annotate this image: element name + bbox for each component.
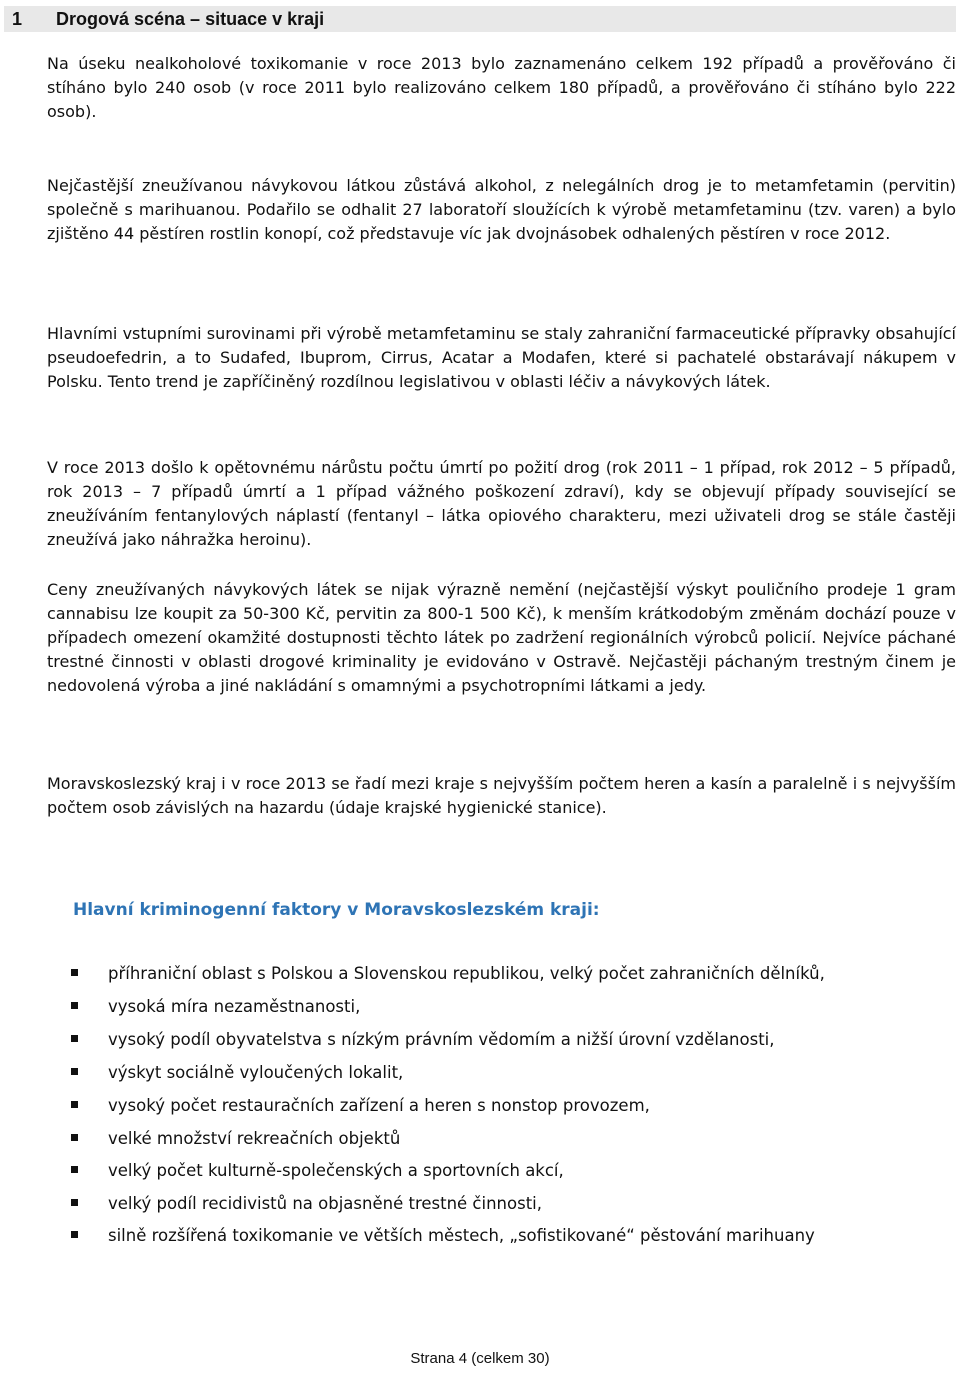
- bullet-square-icon: [71, 1199, 78, 1206]
- bullet-square-icon: [71, 969, 78, 976]
- page-footer: Strana 4 (celkem 30): [410, 1350, 550, 1367]
- list-item: vysoká míra nezaměstnanosti,: [0, 995, 960, 1019]
- bullet-square-icon: [71, 1002, 78, 1009]
- bullet-square-icon: [71, 1068, 78, 1075]
- paragraph-precursors: Hlavními vstupními surovinami při výrobě metamfetaminu se staly zahraniční farmaceutické přípravky obsahující pseudoefedrin, a to Sudafed, Ibuprom, Cirrus, Acatar a Modafen, které si pachatelé obstarávají nákupem v Polsku. Tento trend je zapříčiněný rozdílnou legislativou v oblasti léčiv a návykových látek.: [47, 324, 956, 391]
- list-item: výskyt sociálně vyloučených lokalit,: [0, 1061, 960, 1085]
- paragraph-substances: Nejčastější zneužívanou návykovou látkou zůstává alkohol, z nelegálních drog je to metamfetamin (pervitin) společně s marihuanou. Podařilo se odhalit 27 laboratoří sloužících k výrobě metamfetaminu (tzv. varen) a bylo zjištěno 44 pěstíren rostlin konopí, což představuje víc jak dvojnásobek odhalených pěstíren v roce 2012.: [47, 176, 956, 243]
- list-item: velké množství rekreačních objektů: [0, 1127, 960, 1151]
- section-number: 1: [12, 9, 23, 29]
- bullet-square-icon: [71, 1035, 78, 1042]
- section-title: Drogová scéna – situace v kraji: [56, 9, 325, 29]
- bullet-square-icon: [71, 1134, 78, 1141]
- list-item: velký podíl recidivistů na objasněné trestné činnosti,: [0, 1192, 960, 1216]
- paragraph-gambling: Moravskoslezský kraj i v roce 2013 se řadí mezi kraje s nejvyšším počtem heren a kasín a paralelně i s nejvyšším počtem osob závislých na hazardu (údaje krajské hygienické stanice).: [47, 774, 956, 817]
- paragraph-prices: Ceny zneužívaných návykových látek se nijak výrazně nemění (nejčastější výskyt pouličního prodeje 1 gram cannabisu lze koupit za 50-300 Kč, pervitin za 800-1 500 Kč), k menším krátkodobým změnám dochází pouze v případech omezení okamžité dostupnosti těchto látek po zadržení regionálních výrobců policií. Nejvíce páchané trestné činnosti v oblasti drogové kriminality je evidováno v Ostravě. Nejčastěji páchaným trestným činem je nedovolená výroba a jiné nakládání s omamnými a psychotropními látkami a jedy.: [47, 580, 956, 695]
- list-item: příhraniční oblast s Polskou a Slovenskou republikou, velký počet zahraničních dělníků,: [0, 962, 960, 986]
- paragraph-cases: Na úseku nealkoholové toxikomanie v roce 2013 bylo zaznamenáno celkem 192 případů a prověřováno či stíháno bylo 240 osob (v roce 2011 bylo realizováno celkem 180 případů, a prověřováno či stíháno bylo 222 osob).: [47, 54, 956, 121]
- list-item: vysoký podíl obyvatelstva s nízkým právním vědomím a nižší úrovní vzdělanosti,: [0, 1028, 960, 1052]
- factors-heading: Hlavní kriminogenní faktory v Moravskoslezském kraji:: [73, 900, 600, 920]
- section-heading: [4, 6, 956, 32]
- list-item: velký počet kulturně-společenských a sportovních akcí,: [0, 1159, 960, 1183]
- bullet-square-icon: [71, 1101, 78, 1108]
- paragraph-deaths: V roce 2013 došlo k opětovnému nárůstu počtu úmrtí po požití drog (rok 2011 – 1 případ, rok 2012 – 5 případů, rok 2013 – 7 případů úmrtí a 1 případ vážného poškození zdraví), kdy se objevují případy související se zneužíváním fentanylových náplastí (fentanyl – látka opiového charakteru, mezi uživateli drog se stále častěji zneužívá jako náhražka heroinu).: [47, 458, 956, 549]
- bullet-square-icon: [71, 1231, 78, 1238]
- list-item: vysoký počet restauračních zařízení a heren s nonstop provozem,: [0, 1094, 960, 1118]
- bullet-square-icon: [71, 1166, 78, 1173]
- list-item: silně rozšířená toxikomanie ve větších městech, „sofistikované“ pěstování marihuany: [0, 1224, 960, 1248]
